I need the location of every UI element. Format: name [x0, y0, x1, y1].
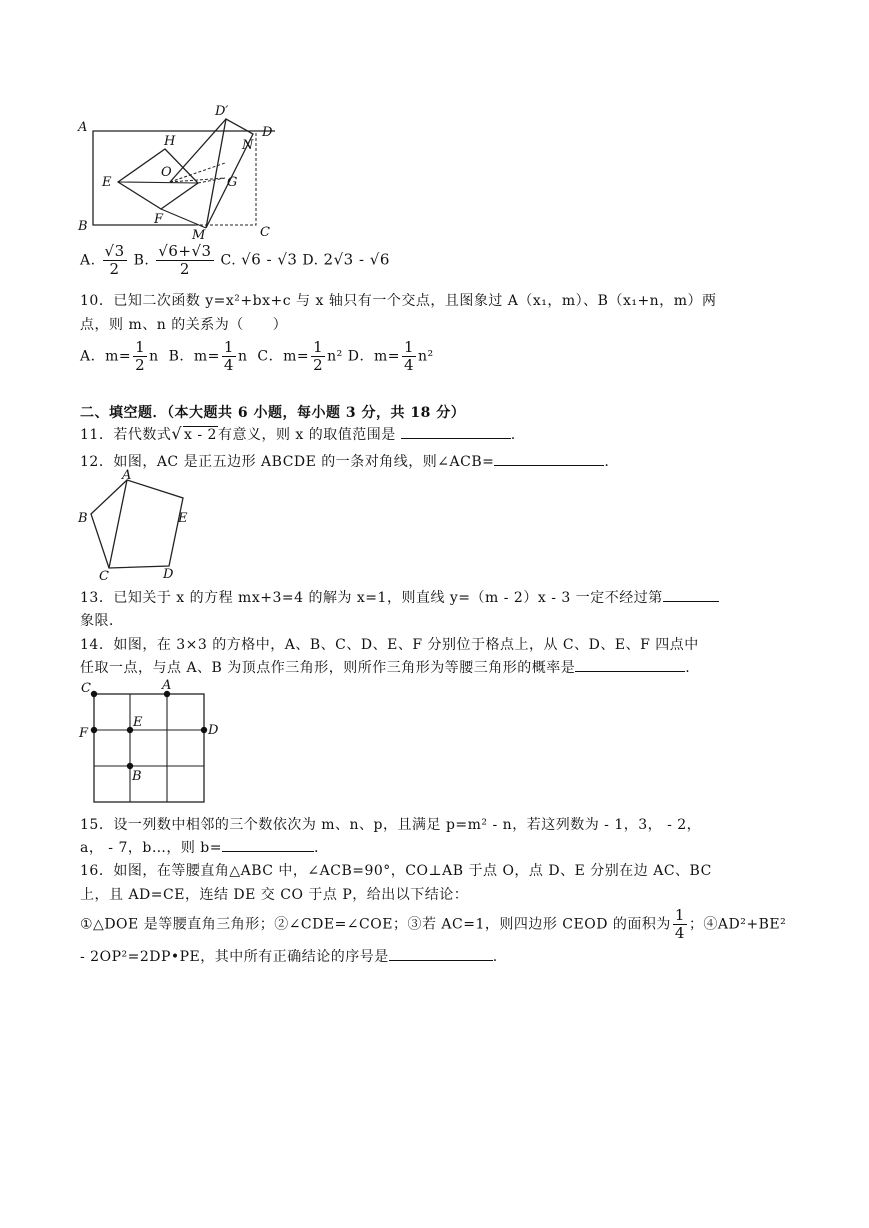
q13-line1: 13．已知关于 x 的方程 mx+3=4 的解为 x=1，则直线 y=（m - 2）x - 3 一定不经过第 [80, 587, 719, 607]
q14-label-d: D [208, 723, 219, 738]
q15-answer-blank[interactable] [222, 837, 314, 852]
q12-label-d: D [163, 567, 174, 582]
q9-option-b-fraction: $\frac{√6+√3}{2}$ [158, 242, 212, 278]
q12-label-a: A [122, 468, 132, 483]
q9-label-c: C [260, 225, 270, 240]
q9-label-h: H [164, 134, 176, 149]
q14-label-b: B [132, 769, 142, 784]
q16-line2: 上，且 AD=CE，连结 DE 交 CO 于点 P，给出以下结论： [80, 887, 469, 903]
q14-line2: 任取一点，与点 A、B 为顶点作三角形，则所作三角形为等腰三角形的概率是 . [80, 657, 690, 677]
q14-answer-blank[interactable] [575, 657, 685, 672]
q14-line1: 14．如图，在 3×3 的方格中，A、B、C、D、E、F 分别位于格点上，从 C、D、E、F 四点中 [80, 637, 699, 653]
q9-option-a-fraction: $\frac{√3}{2}$ [104, 242, 125, 278]
q9-label-m: M [192, 228, 206, 243]
q9-option-c: √6 - √3 [241, 250, 298, 269]
q9-option-d: 2√3 - √6 [323, 250, 390, 269]
q14-label-a: A [162, 678, 172, 693]
q15-line2: a， - 7，b…，则 b= . [80, 837, 319, 857]
q10-line1: 10．已知二次函数 y=x²+bx+c 与 x 轴只有一个交点，且图象过 A（x₁，m）、B（x₁+n，m）两 [80, 293, 717, 309]
q14-label-f: F [79, 726, 89, 741]
q12-label-c: C [99, 569, 109, 584]
q16-line1: 16．如图，在等腰直角△ABC 中，∠ACB=90°，CO⊥AB 于点 O，点 D、E 分别在边 AC、BC [80, 863, 712, 879]
q16-line4: - 2OP²=2DP•PE，其中所有正确结论的序号是 . [80, 946, 498, 966]
q12-answer-blank[interactable] [494, 451, 604, 466]
q15-line1: 15．设一列数中相邻的三个数依次为 m、n、p，且满足 p=m² - n，若这列数为 - 1，3， - 2， [80, 817, 702, 833]
q14-label-e: E [133, 715, 143, 730]
q9-options: A. $\frac{√3}{2}$ B. $\frac{√6+√3}{2}$ C. √6 - √3 D. 2√3 - √6 [80, 242, 390, 278]
q12-label-b: B [78, 511, 88, 526]
q10-options: A．m= $\frac{1}{2}$ n B．m= $\frac{1}{4}$ n C．m= $\frac{1}{2}$ n² D．m= $\frac{1}{4}$ n² [80, 338, 434, 374]
q9-label-f: F [154, 212, 164, 227]
q16-line3: ①△DOE 是等腰直角三角形；②∠CDE=∠COE；③若 AC=1，则四边形 CEOD 的面积为 $\frac{1}{4}$ ；④AD²+BE² [80, 906, 787, 942]
q10-line2: 点，则 m、n 的关系为（ ） [80, 317, 288, 333]
section-heading: 二、填空题．（本大题共 6 小题，每小题 3 分，共 18 分） [80, 405, 466, 421]
q12-figure [75, 470, 195, 582]
q9-label-b: B [78, 219, 88, 234]
q9-label-n: N [242, 138, 254, 153]
q9-label-a: A [78, 120, 88, 135]
q9-label-g: G [227, 175, 238, 190]
q9-label-e: E [102, 175, 112, 190]
q14-figure [75, 676, 219, 806]
q11-answer-blank[interactable] [401, 424, 511, 439]
q14-label-c: C [81, 681, 91, 696]
q9-label-d: D [262, 125, 273, 140]
q16-answer-blank[interactable] [389, 946, 493, 961]
q9-label-o: O [161, 165, 172, 180]
q12-label-e: E [178, 511, 188, 526]
q9-figure [70, 98, 290, 243]
q13-answer-blank[interactable] [663, 587, 719, 602]
q11: 11．若代数式√ x - 2有意义，则 x 的取值范围是 . [80, 424, 516, 443]
q13-line2: 象限． [80, 613, 124, 629]
q12: 12．如图，AC 是正五边形 ABCDE 的一条对角线，则∠ACB= . [80, 451, 609, 471]
q9-label-dprime: D′ [215, 104, 229, 119]
